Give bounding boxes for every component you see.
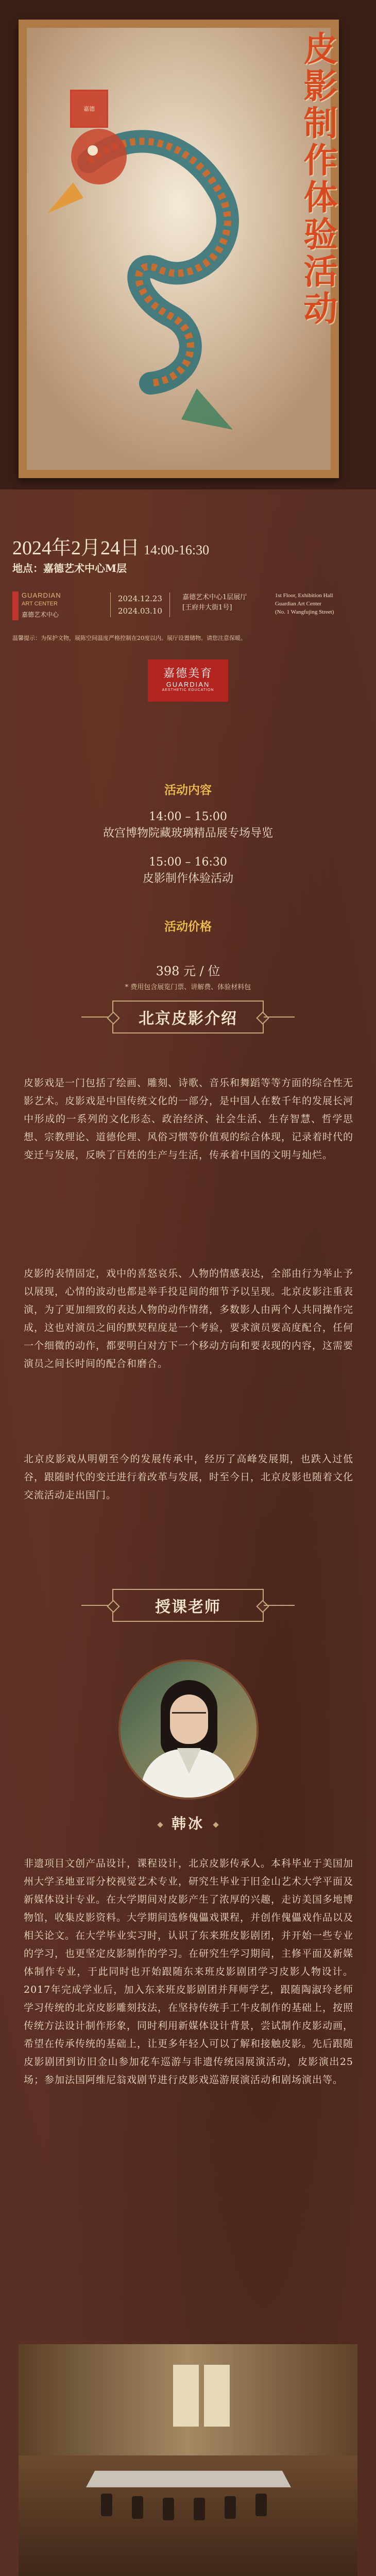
address-en-line: Guardian Art Center [275, 601, 321, 607]
exhibition-start-date: 2024.12.23 [118, 594, 162, 603]
guardian-aesthetic-education-logo [148, 659, 228, 702]
brand-en: GUARDIAN [166, 681, 210, 688]
stamp-text: 嘉德 [83, 106, 95, 112]
reminder-notice: 温馨提示：为保护文物，展陈空间温度严格控制在20度以内。展厅设置储物。请您注意保暖。 [12, 635, 246, 641]
price-value: 398 元 / 位 [156, 964, 220, 978]
intro-paragraph-3: 北京皮影戏从明朝至今的发展传承中，经历了高峰发展期，也跌入过低谷，跟随时代的变迁进行着改革与发展，时至今日，北京皮影也随着文化交流活动走出国门。 [24, 1453, 354, 1501]
classroom-photo [19, 2344, 357, 2576]
event-time: 14:00-16:30 [144, 543, 210, 557]
event-venue: 地点：嘉德艺术中心M层 [12, 562, 127, 574]
schedule-item [0, 854, 376, 887]
page-title: 皮影制作体验活动 [298, 31, 338, 328]
intro-banner [81, 998, 295, 1036]
address-cn-line: [王府井大街1号] [182, 604, 232, 612]
exhibition-info-row [12, 589, 363, 623]
logo-mark [12, 591, 19, 620]
banner-line [264, 1605, 295, 1606]
schedule-heading: 活动内容 [164, 783, 212, 797]
guardian-art-center-logo [12, 589, 90, 623]
event-date [12, 532, 209, 560]
room-chair [225, 2496, 236, 2519]
room-chair [132, 2496, 143, 2519]
exhibition-end-date: 2024.03.10 [118, 606, 162, 616]
teacher-banner-title: 授课老师 [155, 1598, 221, 1616]
price-note: * 费用包含展览门票、讲解费、体验材料包 [125, 984, 251, 991]
logo-text-en1: GUARDIAN [22, 591, 61, 599]
address-en [275, 591, 363, 616]
brand-sub: AESTHETIC EDUCATION [162, 688, 214, 692]
room-window [204, 2365, 230, 2427]
room-chair [101, 2494, 112, 2516]
red-seal-stamp [70, 90, 108, 128]
hero-photo-frame [19, 20, 339, 478]
schedule-title: 皮影制作体验活动 [142, 872, 233, 885]
teacher-avatar [121, 1662, 257, 1798]
teacher-name [0, 1812, 376, 1833]
teacher-name-text: 韩冰 [171, 1815, 204, 1832]
room-chair [255, 2494, 267, 2516]
room-chair [194, 2498, 205, 2520]
teacher-banner [81, 1587, 295, 1624]
address-cn-line: 嘉德艺术中心1层展厅 [182, 594, 247, 601]
logo-text-cn: 嘉德艺术中心 [22, 611, 59, 618]
room-chair [163, 2498, 174, 2520]
address-en-line: 1st Floor, Exhibition Hall [275, 592, 333, 599]
schedule-time: 14:00 – 15:00 [149, 810, 227, 823]
schedule-item [0, 809, 376, 842]
teacher-bio: 非遗项目文创产品设计，课程设计，北京皮影传承人。本科毕业于美国加州大学圣地亚哥分校视觉艺术专业，研究生毕业于旧金山艺术大学平面及新媒体设计专业。在大学期间对皮影产生了浓厚的兴趣，走访美国多地博物馆，收集皮影资料。大学期间选修傀儡戏课程，并创作傀儡戏作品以及相关论文。在大学毕业实习时，认识了东来班皮影剧团，并开始一些专业的学习，也更坚定皮影制作的学习。在研究生学习期间，主修平面及新媒体制作专业，于此同时也开始跟随东来班皮影剧团学习皮影人物设计。2017年完成学业后，加入东来班皮影剧团并拜师学艺，跟随陶淑玲老师学习传统的北京皮影雕刻技法，在坚持传统手工牛皮制作的基础上，按照传统方法设计制作形象，同时利用新媒体设计背景，尝试制作皮影动画，希望在传承传统的基础上，让更多年轻人可以了解和接触皮影。先后跟随皮影剧团到访旧金山参加花车巡游与非遗传统园展演活动，皮影演出25场；参加法国阿维尼翁戏剧节进行皮影戏巡游展演活动和剧场演出等。 [24, 1858, 354, 2086]
schedule-title: 故宫博物院藏玻璃精品展专场导览 [102, 827, 273, 840]
room-table [86, 2471, 291, 2487]
room-window [173, 2365, 199, 2427]
event-date-text: 2024年2月24日 [12, 537, 140, 559]
intro-paragraph-1: 皮影戏是一门包括了绘画、雕刻、诗歌、音乐和舞蹈等等方面的综合性无影艺术。皮影戏是中国传统文化的一部分，是中国人在数千年的发展长河中形成的一系列的文化形态、政治经济、社会生活、生存智慧、哲学思想、宗教理论、道德伦理、风俗习惯等价值观的综合体现，记录着时代的变迁与发展，反映了百姓的生产与生活，传承着中国的文明与灿烂。 [24, 1077, 354, 1161]
hero-section [0, 0, 376, 489]
schedule-time: 15:00 – 16:30 [149, 856, 227, 869]
address-cn [182, 592, 247, 613]
logo-text-en2: ART CENTER [22, 601, 58, 607]
exhibition-dates [110, 592, 170, 617]
brand-cn: 嘉德美育 [163, 667, 213, 680]
intro-paragraph-2: 皮影的表情固定，戏中的喜怒哀乐、人物的情感表达，全部由行为举止予以展现，心情的波动也都是举手投足间的细节予以呈现。北京皮影注重表演，为了更加细致的表达人物的动作情绪，多数影人由两个人共同操作完成，这也对演员之间的默契程度是一个考验，要求演员要高度配合，任何一个细微的动作，都要明白对方下一个移动方向和要表现的内容，这需要演员之间长时间的配合和磨合。 [24, 1268, 354, 1369]
pricing-heading: 活动价格 [164, 920, 212, 934]
address-en-line: (No. 1 Wangfujing Street) [275, 609, 334, 615]
avatar-glasses [172, 1712, 206, 1721]
intro-banner-title: 北京皮影介绍 [139, 1010, 237, 1028]
banner-line [264, 1016, 295, 1018]
